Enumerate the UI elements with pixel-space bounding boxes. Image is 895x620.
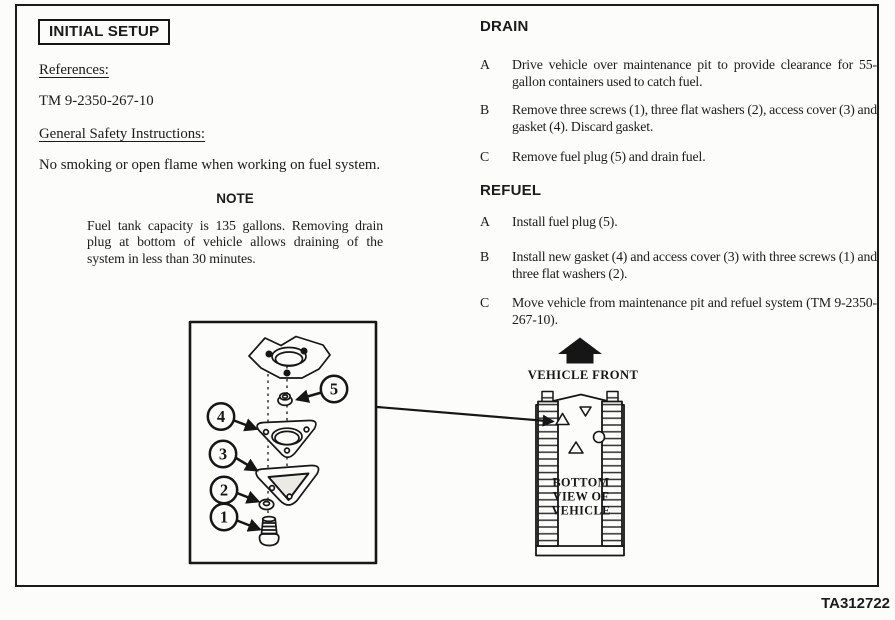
step-text: Remove three screws (1), three flat washers (2), access cover (3) and gasket (4). Discard gasket. [512,102,877,134]
gasket-part [257,420,316,457]
references-heading: References: [39,62,109,78]
bottom-view-label-line1: BOTTOM [552,475,610,490]
callout-4-number: 4 [216,407,226,426]
vehicle-bottom-view [536,392,624,556]
vehicle-front-indicator [528,338,639,383]
step-text: Install fuel plug (5). [512,214,618,229]
figure-code: TA312722 [821,595,890,612]
note-text: Fuel tank capacity is 135 gallons. Removing drain plug at bottom of vehicle allows draining of the system in less than 30 minutes. [87,218,383,266]
step-text: Install new gasket (4) and access cover (3) with three screws (1) and three flat washers (2). [512,249,877,281]
step-letter: A [480,214,490,229]
callout-3 [210,441,257,471]
initial-setup-title: INITIAL SETUP [49,23,160,40]
callout-1-number: 1 [219,507,229,527]
left-track [538,402,558,547]
step-letter: C [480,295,490,310]
right-track [602,402,622,547]
callout-5 [297,376,347,402]
note-heading: NOTE [216,191,254,206]
screw-part [260,517,279,546]
step-text: Remove fuel plug (5) and drain fuel. [512,149,706,164]
hull-access-plate [249,337,330,379]
bottom-view-label-line2: VIEW OF [552,489,610,504]
drain-heading: DRAIN [480,18,529,35]
safety-heading: General Safety Instructions: [39,126,206,142]
callout-2 [211,477,259,503]
fuel-plug-part [278,393,292,405]
vehicle-front-arrow-icon [558,338,602,364]
step-text: Move vehicle from maintenance pit and refuel system (TM 9-2350-267-10). [512,295,877,327]
bottom-view-label-line3: VEHICLE [551,503,611,518]
exploded-parts-diagram [190,322,376,563]
safety-text: No smoking or open flame when working on fuel system. [39,157,381,173]
callout-1 [211,504,260,530]
flat-washer-part [259,500,273,510]
circle-marker [594,432,605,443]
callout-4 [208,403,257,429]
step-letter: B [480,102,490,117]
rear-plate [536,546,624,556]
reference-tm-number: TM 9-2350-267-10 [39,93,154,109]
callout-5-number: 5 [329,379,339,399]
step-letter: C [480,149,490,164]
vehicle-front-label: VEHICLE FRONT [527,368,639,382]
step-letter: A [480,57,490,72]
refuel-heading: REFUEL [480,182,542,199]
step-text: Drive vehicle over maintenance pit to provide clearance for 55-gallon containers used to catch fuel. [512,57,877,89]
down-triangle-marker [580,407,591,416]
callout-2-number: 2 [219,480,229,500]
up-triangle-marker [569,442,583,453]
step-letter: B [480,249,490,264]
connector-arrow [377,407,553,422]
callout-3-number: 3 [218,444,228,464]
